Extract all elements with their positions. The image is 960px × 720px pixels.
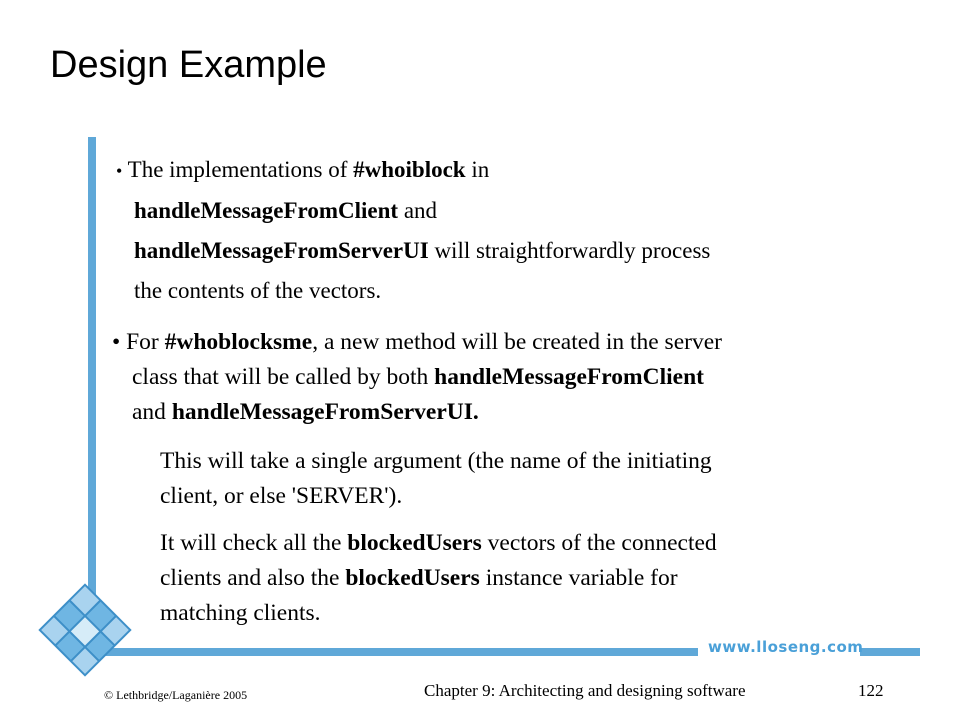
bullet-continuation bbox=[112, 231, 902, 271]
text-span: class that will be called by both bbox=[132, 364, 435, 390]
bullet-marker: • bbox=[116, 161, 123, 181]
text-span: instance variable for bbox=[479, 565, 678, 591]
sub-paragraph-argument bbox=[160, 444, 902, 514]
text-span: For bbox=[120, 329, 165, 355]
method-name: handleMessageFromClient bbox=[134, 198, 399, 223]
bullet-continuation bbox=[112, 360, 902, 395]
text-span: clients and also the bbox=[160, 565, 346, 591]
text-span: vectors of the connected bbox=[481, 530, 717, 556]
text-span: will straightforwardly process bbox=[428, 238, 711, 263]
variable-name: blockedUsers bbox=[345, 565, 480, 591]
text-span: and bbox=[398, 198, 438, 223]
bullet-continuation bbox=[112, 191, 902, 231]
slide-title: Design Example bbox=[50, 44, 327, 86]
method-name: handleMessageFromServerUI. bbox=[171, 399, 479, 425]
text-span: The implementations of bbox=[122, 157, 354, 182]
bullet-whoblocksme bbox=[112, 325, 902, 430]
text-span: matching clients. bbox=[160, 600, 321, 626]
bullet-whoiblock bbox=[112, 150, 902, 311]
text-span: client, or else 'SERVER'). bbox=[160, 483, 403, 509]
bullet-continuation: the contents of the vectors. bbox=[134, 278, 382, 303]
footer-chapter: Chapter 9: Architecting and designing software bbox=[424, 681, 746, 700]
text-span: in bbox=[465, 157, 490, 182]
text-span: This will take a single argument (the name of the initiating bbox=[160, 448, 712, 474]
method-name: handleMessageFromClient bbox=[434, 364, 704, 390]
command-name: #whoiblock bbox=[353, 157, 466, 182]
page-number: 122 bbox=[858, 681, 884, 700]
sub-paragraph-check bbox=[160, 526, 902, 631]
bullet-marker: • bbox=[112, 329, 121, 355]
method-name: handleMessageFromServerUI bbox=[134, 238, 429, 263]
horizontal-accent-bar-end bbox=[860, 648, 920, 656]
variable-name: blockedUsers bbox=[347, 530, 482, 556]
bullet-continuation bbox=[112, 395, 902, 430]
text-span: It will check all the bbox=[160, 530, 348, 556]
footer-copyright: © Lethbridge/Laganière 2005 bbox=[104, 688, 248, 702]
horizontal-accent-bar bbox=[88, 648, 698, 656]
website-url: www.lloseng.com bbox=[708, 638, 864, 656]
text-span: and bbox=[132, 399, 172, 425]
slide-body bbox=[112, 150, 902, 631]
command-name: #whoblocksme bbox=[164, 329, 313, 355]
text-span: , a new method will be created in the server bbox=[312, 329, 722, 355]
